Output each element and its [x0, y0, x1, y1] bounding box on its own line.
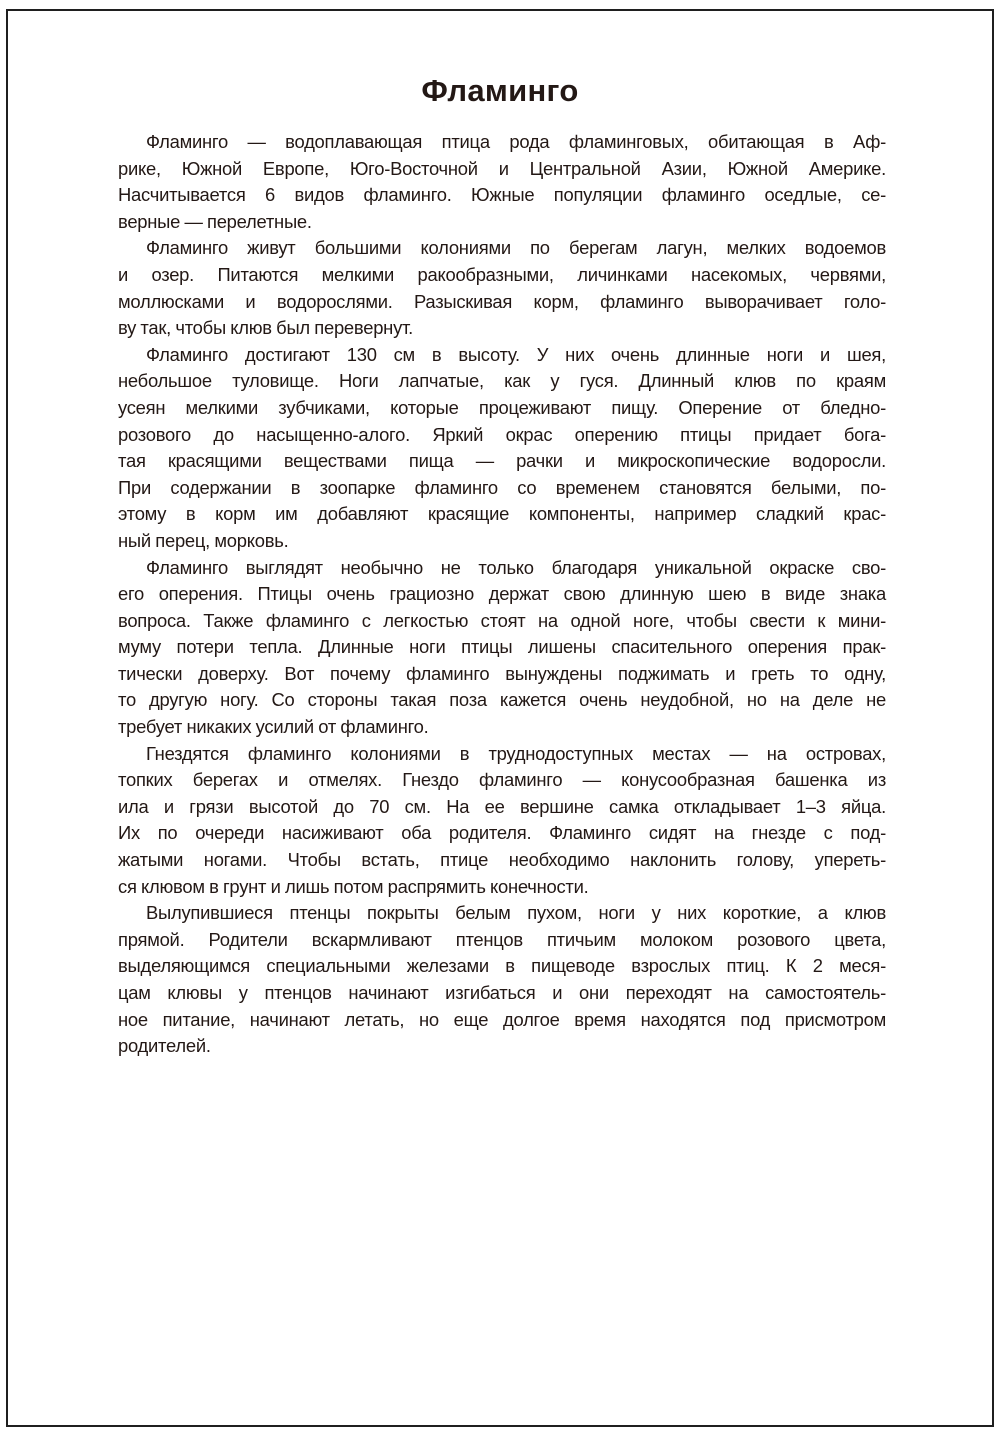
- paragraph-3: [118, 342, 886, 555]
- page-title: Фламинго: [421, 73, 579, 108]
- text-line: жатыми ногами. Чтобы встать, птице необходимо наклонить голову, упереть-: [118, 849, 886, 871]
- text-line: Насчитывается 6 видов фламинго. Южные популяции фламинго оседлые, се-: [118, 184, 886, 206]
- text-line: тая красящими веществами пища — рачки и микроскопические водоросли.: [118, 450, 886, 472]
- text-line: моллюсками и водорослями. Разыскивая корм, фламинго выворачивает голо-: [118, 290, 886, 312]
- text-line: тически доверху. Вот почему фламинго вынуждены поджимать и греть то одну,: [118, 662, 886, 684]
- paragraph-5: [118, 741, 886, 901]
- text-line: розового до насыщенно-алого. Яркий окрас оперению птицы придает бога-: [118, 423, 886, 445]
- text-line: ное питание, начинают летать, но еще долгое время находятся под присмотром: [118, 1008, 886, 1030]
- text-line: цам клювы у птенцов начинают изгибаться и они переходят на самостоятель-: [118, 982, 886, 1003]
- text-line: прямой. Родители вскармливают птенцов птичьим молоком розового цвета,: [118, 928, 886, 950]
- text-line: и озер. Питаются мелкими ракообразными, личинками насекомых, червями,: [118, 263, 886, 285]
- paragraph-6: [118, 900, 886, 1060]
- paragraph-4: [118, 555, 886, 741]
- text-line: ный перец, морковь.: [118, 529, 289, 551]
- text-line: выделяющимся специальными железами в пищеводе взрослых птиц. К 2 меся-: [118, 955, 886, 977]
- text-line: Гнездятся фламинго колониями в труднодоступных местах — на островах,: [146, 742, 886, 764]
- paragraph-2: [118, 235, 886, 341]
- text-line: ся клювом в грунт и лишь потом распрямить конечности.: [118, 875, 589, 897]
- text-line: Фламинго живут большими колониями по берегам лагун, мелких водоемов: [146, 237, 886, 259]
- text-line: то другую ногу. Со стороны такая поза кажется очень неудобной, но на деле не: [118, 689, 886, 711]
- text-line: ила и грязи высотой до 70 см. На ее вершине самка откладывает 1–3 яйца.: [118, 795, 886, 817]
- text-line: родителей.: [118, 1035, 211, 1057]
- text-line: вопроса. Также фламинго с легкостью стоят на одной ноге, чтобы свести к мини-: [118, 609, 886, 631]
- paragraph-1: [118, 129, 886, 235]
- text-line: При содержании в зоопарке фламинго со временем становятся белыми, по-: [118, 476, 886, 498]
- text-line: Фламинго выглядят необычно не только благодаря уникальной окраске сво-: [146, 556, 886, 578]
- text-line: его оперения. Птицы очень грациозно держат свою длинную шею в виде знака: [118, 583, 886, 605]
- text-line: ву так, чтобы клюв был перевернут.: [118, 317, 414, 339]
- text-line: рике, Южной Европе, Юго-Восточной и Центральной Азии, Южной Америке.: [118, 157, 886, 179]
- text-line: Фламинго — водоплавающая птица рода фламинговых, обитающая в Аф-: [146, 131, 886, 152]
- text-line: небольшое туловище. Ноги лапчатые, как у гуся. Длинный клюв по краям: [118, 370, 886, 392]
- text-line: этому в корм им добавляют красящие компоненты, например сладкий крас-: [118, 503, 886, 525]
- article-body: [118, 129, 886, 1060]
- text-line: Фламинго достигают 130 см в высоту. У них очень длинные ноги и шея,: [146, 343, 886, 365]
- text-line: Вылупившиеся птенцы покрыты белым пухом, ноги у них короткие, а клюв: [146, 902, 886, 924]
- text-line: верные — перелетные.: [118, 210, 312, 232]
- text-line: топких берегах и отмелях. Гнездо фламинго — конусообразная башенка из: [118, 769, 886, 791]
- text-line: требует никаких усилий от фламинго.: [118, 716, 429, 738]
- text-line: Их по очереди насиживают оба родителя. Фламинго сидят на гнезде с под-: [118, 822, 886, 844]
- text-line: усеян мелкими зубчиками, которые процеживают пищу. Оперение от бледно-: [118, 396, 886, 418]
- text-line: муму потери тепла. Длинные ноги птицы лишены спасительного оперения прак-: [118, 636, 886, 658]
